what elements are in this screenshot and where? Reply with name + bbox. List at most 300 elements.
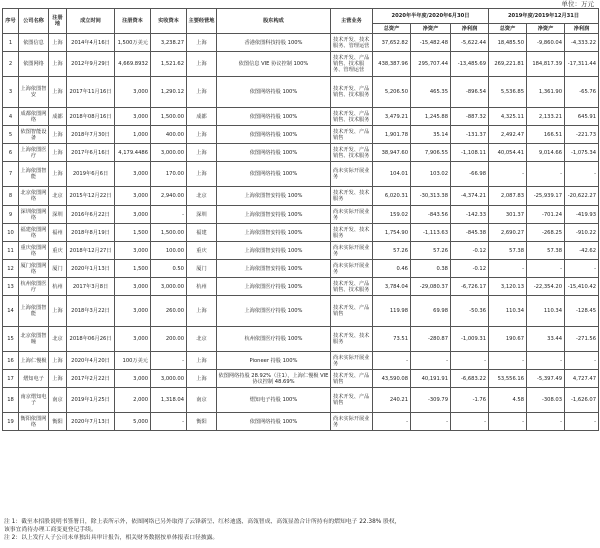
cell-reg-place: 福州 — [49, 224, 67, 242]
cell-est-date: 2020年4月20日 — [67, 352, 115, 370]
cell-seq: 16 — [3, 352, 19, 370]
footnotes — [4, 518, 596, 542]
cell-est-date: 2017年6月16日 — [67, 144, 115, 162]
table-row — [3, 327, 599, 352]
cell-total-assets-2019: 57.38 — [489, 242, 527, 260]
cell-total-assets-2019: 110.34 — [489, 296, 527, 327]
cell-net-assets-2019: 184,817.39 — [527, 52, 565, 77]
cell-company: 熠知电子 — [19, 370, 49, 388]
cell-net-profit-2020: -0.12 — [451, 242, 489, 260]
cell-seq: 12 — [3, 260, 19, 278]
cell-net-assets-2020: -15,482.48 — [411, 34, 451, 52]
cell-net-profit-2019: 4,727.47 — [565, 370, 599, 388]
cell-net-assets-2020: -30,313.38 — [411, 187, 451, 206]
cell-shareholding: 上海依图智安持股 100% — [217, 187, 331, 206]
cell-net-assets-2019: - — [527, 352, 565, 370]
cell-net-profit-2020: -6,683.22 — [451, 370, 489, 388]
cell-business: 技术开发、产品销售、技术服务 — [331, 144, 373, 162]
cell-business: 技术开发、产品销售、技术服务 — [331, 278, 373, 296]
cell-total-assets-2019: 269,221.81 — [489, 52, 527, 77]
cell-est-date: 2019年6月6日 — [67, 162, 115, 187]
cell-total-assets-2019: 53,556.16 — [489, 370, 527, 388]
cell-reg-capital: 1,500 — [115, 260, 151, 278]
cell-net-assets-2020: 0.38 — [411, 260, 451, 278]
cell-shareholding: 依图网络持股 100% — [217, 126, 331, 144]
cell-net-profit-2020: -1,009.31 — [451, 327, 489, 352]
cell-business: 尚未实际开展业务 — [331, 206, 373, 224]
table-row — [3, 144, 599, 162]
cell-total-assets-2020: 1,754.90 — [373, 224, 411, 242]
cell-company: 南京熠知电子 — [19, 388, 49, 413]
cell-net-assets-2020: 57.26 — [411, 242, 451, 260]
cell-business: 技术开发、产品销售 — [331, 370, 373, 388]
cell-net-profit-2019: -419.93 — [565, 206, 599, 224]
cell-seq: 4 — [3, 108, 19, 126]
cell-total-assets-2019: 4,325.11 — [489, 108, 527, 126]
table-row — [3, 370, 599, 388]
table-row — [3, 187, 599, 206]
cell-total-assets-2020: - — [373, 413, 411, 431]
table-row — [3, 206, 599, 224]
cell-est-date: 2020年7月13日 — [67, 413, 115, 431]
cell-shareholding: 依图网络持股 100% — [217, 77, 331, 108]
cell-total-assets-2019: 5,536.85 — [489, 77, 527, 108]
cell-est-date: 2018年08月16日 — [67, 108, 115, 126]
cell-company: 上海仁慢极 — [19, 352, 49, 370]
cell-shareholding: 依图网络持股 28.92%（注1），上海仁慢极 VIE 协议控制 48.69% — [217, 370, 331, 388]
cell-main-place: 上海 — [187, 34, 217, 52]
table-row — [3, 224, 599, 242]
cell-business: 技术开发、产品销售、技术服务 — [331, 77, 373, 108]
cell-business: 技术开发、产品销售、技术服务、管理运营 — [331, 52, 373, 77]
col-reg-capital: 注册资本 — [115, 9, 151, 34]
cell-net-assets-2019: -9,860.04 — [527, 34, 565, 52]
cell-total-assets-2019: 3,120.13 — [489, 278, 527, 296]
cell-net-profit-2020: -50.36 — [451, 296, 489, 327]
cell-net-assets-2020: -843.56 — [411, 206, 451, 224]
cell-total-assets-2020: 240.21 — [373, 388, 411, 413]
cell-company: 依图网络 — [19, 52, 49, 77]
cell-net-profit-2020: -142.33 — [451, 206, 489, 224]
footnote-2: 注 2：以上发行人子公司未单独出具审计报告，相关财务数据按单体报表口径披露。 — [4, 535, 219, 541]
cell-net-assets-2019: -308.03 — [527, 388, 565, 413]
cell-shareholding: 上海依图智安持股 100% — [217, 260, 331, 278]
cell-net-assets-2019: 2,133.21 — [527, 108, 565, 126]
cell-net-assets-2020: -29,080.37 — [411, 278, 451, 296]
cell-reg-capital: 1,500万美元 — [115, 34, 151, 52]
cell-reg-place: 上海 — [49, 296, 67, 327]
cell-reg-capital: 3,000 — [115, 370, 151, 388]
cell-main-place: 重庆 — [187, 242, 217, 260]
cell-net-profit-2020: -6,726.17 — [451, 278, 489, 296]
cell-net-profit-2020: -1.76 — [451, 388, 489, 413]
cell-paid-capital: 200.00 — [151, 327, 187, 352]
cell-net-assets-2019: -268.25 — [527, 224, 565, 242]
cell-main-place: 杭州 — [187, 278, 217, 296]
cell-seq: 15 — [3, 327, 19, 352]
cell-reg-capital: 2,000 — [115, 388, 151, 413]
cell-paid-capital: - — [151, 352, 187, 370]
cell-total-assets-2020: 3,479.21 — [373, 108, 411, 126]
cell-net-assets-2019: -22,354.20 — [527, 278, 565, 296]
cell-main-place: 北京 — [187, 327, 217, 352]
cell-total-assets-2020: 119.98 — [373, 296, 411, 327]
cell-main-place: 福建 — [187, 224, 217, 242]
cell-est-date: 2016年6月22日 — [67, 206, 115, 224]
table-row — [3, 242, 599, 260]
cell-net-assets-2019: 1,361.90 — [527, 77, 565, 108]
cell-main-place: 上海 — [187, 126, 217, 144]
cell-main-place: 厦门 — [187, 260, 217, 278]
cell-business: 技术开发、产品销售 — [331, 388, 373, 413]
cell-net-assets-2019: 33.44 — [527, 327, 565, 352]
cell-shareholding: 上海依图医疗持股 100% — [217, 278, 331, 296]
table-row — [3, 52, 599, 77]
cell-reg-capital: 3,000 — [115, 206, 151, 224]
cell-net-profit-2020: -13,485.69 — [451, 52, 489, 77]
cell-main-place: 上海 — [187, 352, 217, 370]
cell-est-date: 2018年06月26日 — [67, 327, 115, 352]
cell-shareholding: 依图信息 VIE 协议控制 100% — [217, 52, 331, 77]
cell-total-assets-2020: 159.02 — [373, 206, 411, 224]
cell-paid-capital: 3,000.00 — [151, 278, 187, 296]
cell-paid-capital: - — [151, 206, 187, 224]
cell-total-assets-2019: - — [489, 352, 527, 370]
cell-net-assets-2020: 1,245.88 — [411, 108, 451, 126]
cell-net-assets-2019: - — [527, 260, 565, 278]
col-est-date: 成立时间 — [67, 9, 115, 34]
cell-company: 上海依图智安 — [19, 77, 49, 108]
cell-total-assets-2019: 2,087.83 — [489, 187, 527, 206]
cell-net-profit-2019: -42.62 — [565, 242, 599, 260]
col-net-assets-2019: 净资产 — [527, 24, 565, 34]
cell-paid-capital: 1,290.12 — [151, 77, 187, 108]
col-total-assets-2019: 总资产 — [489, 24, 527, 34]
cell-reg-place: 上海 — [49, 352, 67, 370]
cell-net-profit-2020: -66.98 — [451, 162, 489, 187]
cell-reg-place: 成都 — [49, 108, 67, 126]
cell-reg-capital: 1,000 — [115, 126, 151, 144]
cell-total-assets-2019: - — [489, 260, 527, 278]
cell-net-assets-2020: 35.14 — [411, 126, 451, 144]
cell-net-assets-2019: - — [527, 413, 565, 431]
cell-est-date: 2018年8月19日 — [67, 224, 115, 242]
cell-reg-place: 厦门 — [49, 260, 67, 278]
cell-total-assets-2019: 40,054.41 — [489, 144, 527, 162]
cell-reg-capital: 3,000 — [115, 108, 151, 126]
cell-business: 技术开发、技术服务、管理运营 — [331, 34, 373, 52]
col-company: 公司名称 — [19, 9, 49, 34]
col-reg-place: 注册地 — [49, 9, 67, 34]
cell-net-assets-2019: -25,939.17 — [527, 187, 565, 206]
cell-reg-place: 上海 — [49, 144, 67, 162]
cell-reg-capital: 3,000 — [115, 162, 151, 187]
cell-paid-capital: 100.00 — [151, 242, 187, 260]
header-row-1 — [3, 9, 599, 24]
col-net-profit-2019: 净利润 — [565, 24, 599, 34]
cell-net-assets-2020: -309.79 — [411, 388, 451, 413]
cell-seq: 6 — [3, 144, 19, 162]
cell-net-assets-2019: 57.38 — [527, 242, 565, 260]
table-row — [3, 34, 599, 52]
cell-net-profit-2019: -271.56 — [565, 327, 599, 352]
cell-shareholding: Pioneer 持股 100% — [217, 352, 331, 370]
cell-reg-place: 北京 — [49, 187, 67, 206]
cell-net-profit-2019: -1,626.07 — [565, 388, 599, 413]
cell-main-place: 北京 — [187, 187, 217, 206]
table-row — [3, 108, 599, 126]
cell-net-assets-2020: - — [411, 413, 451, 431]
cell-company: 依图信息 — [19, 34, 49, 52]
cell-net-assets-2020: 40,191.91 — [411, 370, 451, 388]
cell-seq: 7 — [3, 162, 19, 187]
cell-reg-capital: 5,000 — [115, 413, 151, 431]
cell-business: 技术开发、产品销售 — [331, 296, 373, 327]
cell-reg-capital: 4,669.8932 — [115, 52, 151, 77]
cell-net-profit-2019: - — [565, 413, 599, 431]
cell-seq: 18 — [3, 388, 19, 413]
cell-est-date: 2015年12月22日 — [67, 187, 115, 206]
cell-net-profit-2019: -128.45 — [565, 296, 599, 327]
cell-seq: 10 — [3, 224, 19, 242]
cell-net-assets-2019: -5,397.49 — [527, 370, 565, 388]
cell-main-place: 上海 — [187, 77, 217, 108]
col-group-2020: 2020年半年度/2020年6月30日 — [373, 9, 489, 24]
cell-shareholding: 依图网络持股 100% — [217, 144, 331, 162]
cell-total-assets-2019: 2,492.47 — [489, 126, 527, 144]
cell-main-place: 深圳 — [187, 206, 217, 224]
cell-business: 尚未实际开展业务 — [331, 242, 373, 260]
table-row — [3, 278, 599, 296]
cell-business: 技术开发、产品销售、技术服务 — [331, 108, 373, 126]
cell-seq: 5 — [3, 126, 19, 144]
cell-seq: 17 — [3, 370, 19, 388]
cell-total-assets-2019: 2,690.27 — [489, 224, 527, 242]
cell-net-assets-2019: 9,014.66 — [527, 144, 565, 162]
table-row — [3, 260, 599, 278]
cell-total-assets-2020: 6,020.31 — [373, 187, 411, 206]
cell-net-profit-2019: -4,333.22 — [565, 34, 599, 52]
col-seq: 序号 — [3, 9, 19, 34]
cell-company: 福建依图网络 — [19, 224, 49, 242]
cell-business: 技术开发、技术服务 — [331, 187, 373, 206]
col-main-place: 主要经营地 — [187, 9, 217, 34]
cell-reg-capital: 3,000 — [115, 187, 151, 206]
cell-paid-capital: 1,500.00 — [151, 108, 187, 126]
cell-main-place: 上海 — [187, 162, 217, 187]
unit-label: 单位：万元 — [561, 0, 594, 8]
cell-total-assets-2020: - — [373, 352, 411, 370]
cell-shareholding: 熠知电子持股 100% — [217, 388, 331, 413]
cell-shareholding: 香港依图科技持股 100% — [217, 34, 331, 52]
cell-total-assets-2020: 43,590.08 — [373, 370, 411, 388]
table-body — [3, 34, 599, 431]
cell-seq: 2 — [3, 52, 19, 77]
cell-seq: 3 — [3, 77, 19, 108]
cell-net-assets-2020: 103.02 — [411, 162, 451, 187]
cell-net-profit-2020: -845.38 — [451, 224, 489, 242]
cell-total-assets-2020: 57.26 — [373, 242, 411, 260]
cell-net-profit-2019: 645.91 — [565, 108, 599, 126]
col-paid-capital: 实收资本 — [151, 9, 187, 34]
cell-paid-capital: 1,318.04 — [151, 388, 187, 413]
cell-main-place: 上海 — [187, 370, 217, 388]
cell-seq: 19 — [3, 413, 19, 431]
cell-shareholding: 上海依图智安持股 100% — [217, 206, 331, 224]
cell-net-profit-2020: -4,374.21 — [451, 187, 489, 206]
cell-shareholding: 依图网络持股 100% — [217, 162, 331, 187]
cell-business: 技术开发、技术服务 — [331, 327, 373, 352]
cell-total-assets-2020: 3,784.04 — [373, 278, 411, 296]
cell-net-profit-2019: -910.22 — [565, 224, 599, 242]
cell-company: 上海依图智能 — [19, 162, 49, 187]
cell-reg-place: 上海 — [49, 52, 67, 77]
cell-paid-capital: 3,000.00 — [151, 144, 187, 162]
cell-seq: 1 — [3, 34, 19, 52]
table-row — [3, 162, 599, 187]
table-row — [3, 126, 599, 144]
cell-shareholding: 依图网络持股 100% — [217, 413, 331, 431]
cell-company: 厦门依图网络 — [19, 260, 49, 278]
cell-reg-place: 杭州 — [49, 278, 67, 296]
cell-seq: 11 — [3, 242, 19, 260]
cell-shareholding: 上海依图智安持股 100% — [217, 242, 331, 260]
footnote-1b: 该事宜尚待办理工商变更登记手续。 — [4, 527, 97, 533]
cell-net-profit-2019: - — [565, 352, 599, 370]
cell-reg-place: 上海 — [49, 34, 67, 52]
cell-total-assets-2019: - — [489, 162, 527, 187]
cell-net-assets-2019: -701.24 — [527, 206, 565, 224]
cell-business: 尚未实际开展业务 — [331, 352, 373, 370]
cell-paid-capital: 1,521.62 — [151, 52, 187, 77]
cell-main-place: 上海 — [187, 144, 217, 162]
cell-net-assets-2020: - — [411, 352, 451, 370]
cell-net-profit-2020: -896.54 — [451, 77, 489, 108]
cell-net-assets-2020: -280.87 — [411, 327, 451, 352]
col-total-assets-2020: 总资产 — [373, 24, 411, 34]
table-row — [3, 77, 599, 108]
cell-reg-place: 南京 — [49, 388, 67, 413]
cell-est-date: 2017年11月16日 — [67, 77, 115, 108]
cell-paid-capital: 170.00 — [151, 162, 187, 187]
cell-net-profit-2020: - — [451, 413, 489, 431]
cell-reg-capital: 3,000 — [115, 327, 151, 352]
cell-company: 北京依图智瞳 — [19, 327, 49, 352]
cell-shareholding: 上海依图智安持股 100% — [217, 224, 331, 242]
cell-net-profit-2019: -65.76 — [565, 77, 599, 108]
cell-net-profit-2019: -20,622.27 — [565, 187, 599, 206]
cell-total-assets-2019: 18,485.50 — [489, 34, 527, 52]
cell-est-date: 2012年9月29日 — [67, 52, 115, 77]
cell-total-assets-2020: 438,387.96 — [373, 52, 411, 77]
col-net-assets-2020: 净资产 — [411, 24, 451, 34]
cell-main-place: 上海 — [187, 296, 217, 327]
cell-net-profit-2020: -1,108.11 — [451, 144, 489, 162]
cell-total-assets-2019: 4.58 — [489, 388, 527, 413]
cell-reg-capital: 3,000 — [115, 77, 151, 108]
cell-company: 成都依图网络 — [19, 108, 49, 126]
cell-paid-capital: 3,000.00 — [151, 370, 187, 388]
cell-seq: 9 — [3, 206, 19, 224]
cell-net-profit-2019: -1,075.34 — [565, 144, 599, 162]
cell-reg-capital: 4,179.4486 — [115, 144, 151, 162]
table-row — [3, 413, 599, 431]
cell-reg-place: 上海 — [49, 77, 67, 108]
cell-net-assets-2020: 465.35 — [411, 77, 451, 108]
cell-paid-capital: 400.00 — [151, 126, 187, 144]
cell-net-profit-2019: - — [565, 162, 599, 187]
cell-main-place: 成都 — [187, 108, 217, 126]
cell-reg-place: 衡阳 — [49, 413, 67, 431]
cell-business: 尚未实际开展业务 — [331, 162, 373, 187]
cell-seq: 14 — [3, 296, 19, 327]
cell-est-date: 2020年1月13日 — [67, 260, 115, 278]
cell-est-date: 2017年2月22日 — [67, 370, 115, 388]
table-row — [3, 352, 599, 370]
subsidiary-table — [2, 8, 599, 431]
cell-reg-place: 上海 — [49, 126, 67, 144]
cell-total-assets-2019: 190.67 — [489, 327, 527, 352]
cell-net-profit-2019: -15,410.42 — [565, 278, 599, 296]
cell-business: 尚未实际开展业务 — [331, 260, 373, 278]
cell-company: 依图智能设备 — [19, 126, 49, 144]
cell-paid-capital: 3,238.27 — [151, 34, 187, 52]
cell-net-profit-2020: -131.37 — [451, 126, 489, 144]
cell-total-assets-2020: 5,206.50 — [373, 77, 411, 108]
cell-reg-place: 深圳 — [49, 206, 67, 224]
cell-total-assets-2020: 1,901.78 — [373, 126, 411, 144]
cell-company: 重庆依图网络 — [19, 242, 49, 260]
cell-net-assets-2020: 295,707.44 — [411, 52, 451, 77]
cell-reg-capital: 3,000 — [115, 278, 151, 296]
cell-total-assets-2020: 73.51 — [373, 327, 411, 352]
cell-total-assets-2020: 0.46 — [373, 260, 411, 278]
cell-reg-capital: 100万美元 — [115, 352, 151, 370]
footnote-1a: 注 1：截至本招股说明书签署日，除上表所示外，依图网络已另外取得了云锋新呈、红杉迪盛、高瓴智成、高瓴显盈合计所持有的熠知电子 22.38% 股权， — [4, 519, 401, 525]
table-row — [3, 388, 599, 413]
cell-shareholding: 杭州依图医疗持股 100% — [217, 327, 331, 352]
cell-company: 北京依图网络 — [19, 187, 49, 206]
cell-est-date: 2019年1月25日 — [67, 388, 115, 413]
cell-reg-place: 上海 — [49, 162, 67, 187]
cell-shareholding: 上海依图医疗持股 100% — [217, 296, 331, 327]
cell-main-place: 衡阳 — [187, 413, 217, 431]
cell-net-profit-2019: - — [565, 260, 599, 278]
cell-business: 技术开发、产品销售 — [331, 126, 373, 144]
cell-net-assets-2019: 110.34 — [527, 296, 565, 327]
cell-total-assets-2020: 104.01 — [373, 162, 411, 187]
cell-main-place: 上海 — [187, 52, 217, 77]
cell-paid-capital: 260.00 — [151, 296, 187, 327]
cell-reg-capital: 3,000 — [115, 242, 151, 260]
cell-reg-place: 重庆 — [49, 242, 67, 260]
cell-total-assets-2020: 37,652.82 — [373, 34, 411, 52]
cell-net-assets-2020: -1,113.63 — [411, 224, 451, 242]
cell-paid-capital: 1,500.00 — [151, 224, 187, 242]
cell-company: 上海依图医疗 — [19, 144, 49, 162]
table-row — [3, 296, 599, 327]
cell-net-assets-2019: 166.51 — [527, 126, 565, 144]
col-shareholding: 股东构成 — [217, 9, 331, 34]
cell-company: 上海依图智能 — [19, 296, 49, 327]
cell-net-profit-2019: -221.73 — [565, 126, 599, 144]
cell-est-date: 2018年12月27日 — [67, 242, 115, 260]
cell-reg-capital: 3,000 — [115, 296, 151, 327]
cell-net-profit-2020: -0.12 — [451, 260, 489, 278]
cell-paid-capital: - — [151, 413, 187, 431]
cell-est-date: 2017年3月8日 — [67, 278, 115, 296]
cell-seq: 8 — [3, 187, 19, 206]
